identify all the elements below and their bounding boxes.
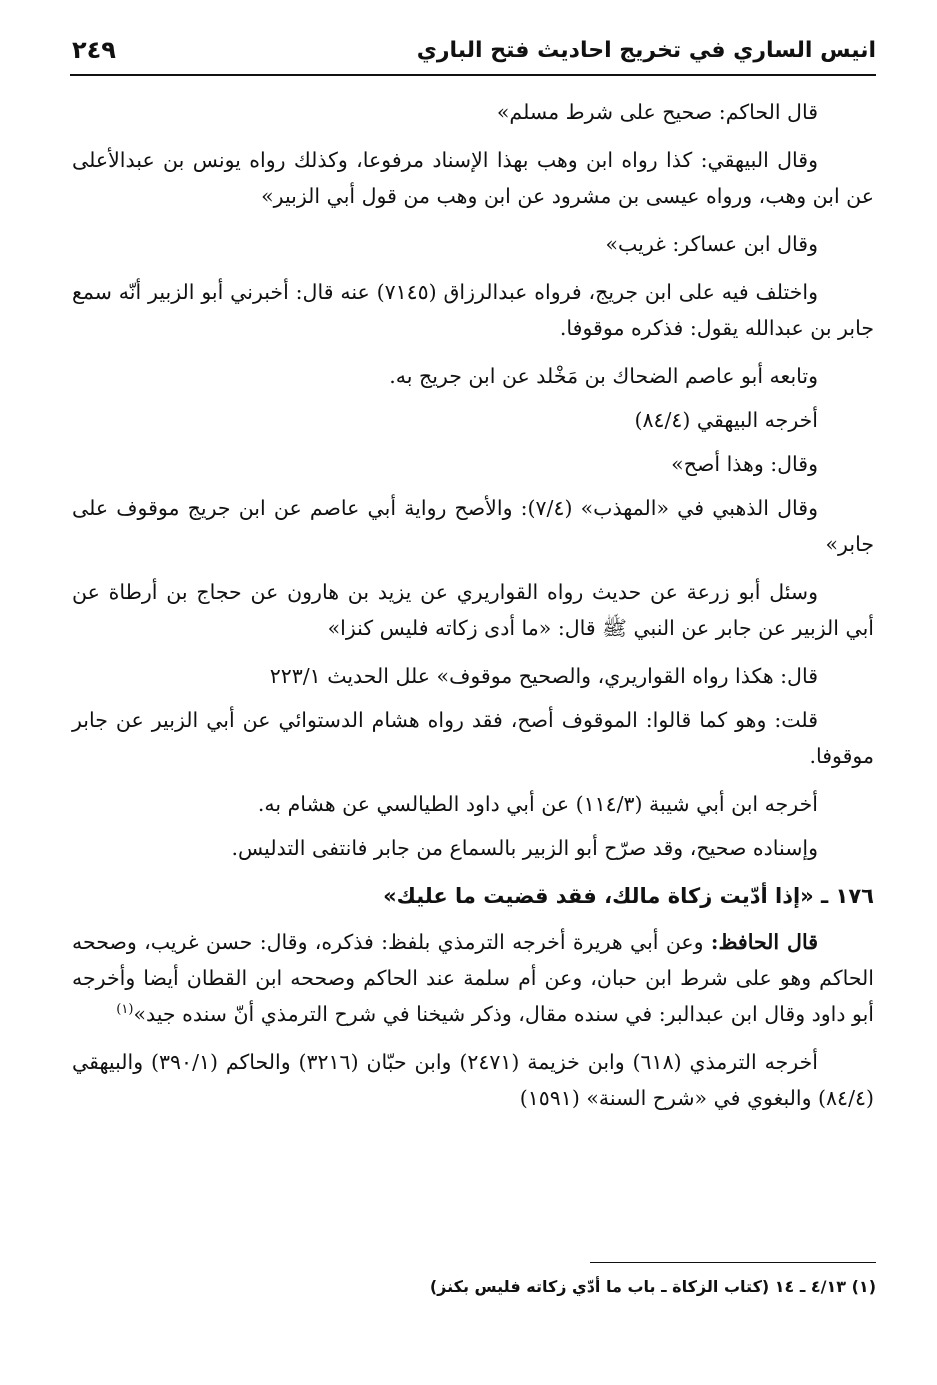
hafiz-paragraph <box>72 924 874 1032</box>
main-text <box>72 94 874 1128</box>
takhrij-paragraph: أخرجه الترمذي (٦١٨) وابن خزيمة (٢٤٧١) وابن حبّان (٣٢١٦) والحاكم (٣٩٠/١) والبيهقي (٨٤/٤) والبغوي في «شرح السنة» (١٥٩١) <box>72 1050 874 1110</box>
paragraph: قال الحاكم: صحيح على شرط مسلم» <box>496 100 818 124</box>
footnote-divider <box>590 1262 876 1263</box>
paragraph: وتابعه أبو عاصم الضحاك بن مَخْلد عن ابن جريج به. <box>389 364 818 388</box>
header-divider <box>70 74 876 76</box>
book-title: انيس الساري في تخريج احاديث فتح الباري <box>416 38 876 63</box>
hafiz-text: وعن أبي هريرة أخرجه الترمذي بلفظ: فذكره، وقال: حسن غريب، وصححه الحاكم وهو على شرط ابن حبان، وعن أم سلمة عند الحاكم وصححه ابن القطان أيضا وأخرجه أبو داود وقال ابن عبدالبر: في سنده مقال، وذكر شيخنا في شرح الترمذي أنّ سنده جيد» <box>72 930 874 1026</box>
paragraph: وقال البيهقي: كذا رواه ابن وهب بهذا الإسناد مرفوعا، وكذلك رواه يونس بن عبدالأعلى عن ابن وهب، ورواه عيسى بن مشرود عن ابن وهب من قول أبي الزبير» <box>72 148 874 208</box>
paragraph: وإسناده صحيح، وقد صرّح أبو الزبير بالسماع من جابر فانتفى التدليس. <box>231 836 818 860</box>
paragraph: قلت: وهو كما قالوا: الموقوف أصح، فقد رواه هشام الدستوائي عن أبي الزبير عن جابر موقوفا. <box>72 708 874 768</box>
running-header <box>70 30 876 74</box>
paragraph: وسئل أبو زرعة عن حديث رواه القواريري عن يزيد بن هارون عن حجاج بن أرطاة عن أبي الزبير عن جابر عن النبي ﷺ قال: «ما أدى زكاته فليس كنزا» <box>72 580 874 640</box>
paragraph: أخرجه ابن أبي شيبة (١١٤/٣) عن أبي داود الطيالسي عن هشام به. <box>257 792 818 816</box>
paragraph: قال: هكذا رواه القواريري، والصحيح موقوف» علل الحديث ٢٢٣/١ <box>269 664 818 688</box>
hafiz-label: قال الحافظ: <box>710 930 818 954</box>
paragraph: أخرجه البيهقي (٨٤/٤) <box>634 408 818 432</box>
paragraph: وقال الذهبي في «المهذب» (٧/٤): والأصح رواية أبي عاصم عن ابن جريج موقوف على جابر» <box>72 496 874 556</box>
paragraph: وقال: وهذا أصح» <box>671 452 818 476</box>
footnote-marker[interactable]: (١) <box>116 1002 134 1018</box>
paragraph: واختلف فيه على ابن جريج، فرواه عبدالرزاق (٧١٤٥) عنه قال: أخبرني أبو الزبير أنّه سمع جابر بن عبدالله يقول: فذكره موقوفا. <box>72 280 874 340</box>
hadith-heading: ١٧٦ ـ «إذا أدّيت زكاة مالك، فقد قضيت ما عليك» <box>383 884 874 908</box>
page-number: ٢٤٩ <box>72 36 116 64</box>
footnote: (١) ٤/١٣ ـ ١٤ (كتاب الزكاة ـ باب ما أدّي زكاته فليس بكنز) <box>429 1277 876 1296</box>
paragraph: وقال ابن عساكر: غريب» <box>605 232 818 256</box>
